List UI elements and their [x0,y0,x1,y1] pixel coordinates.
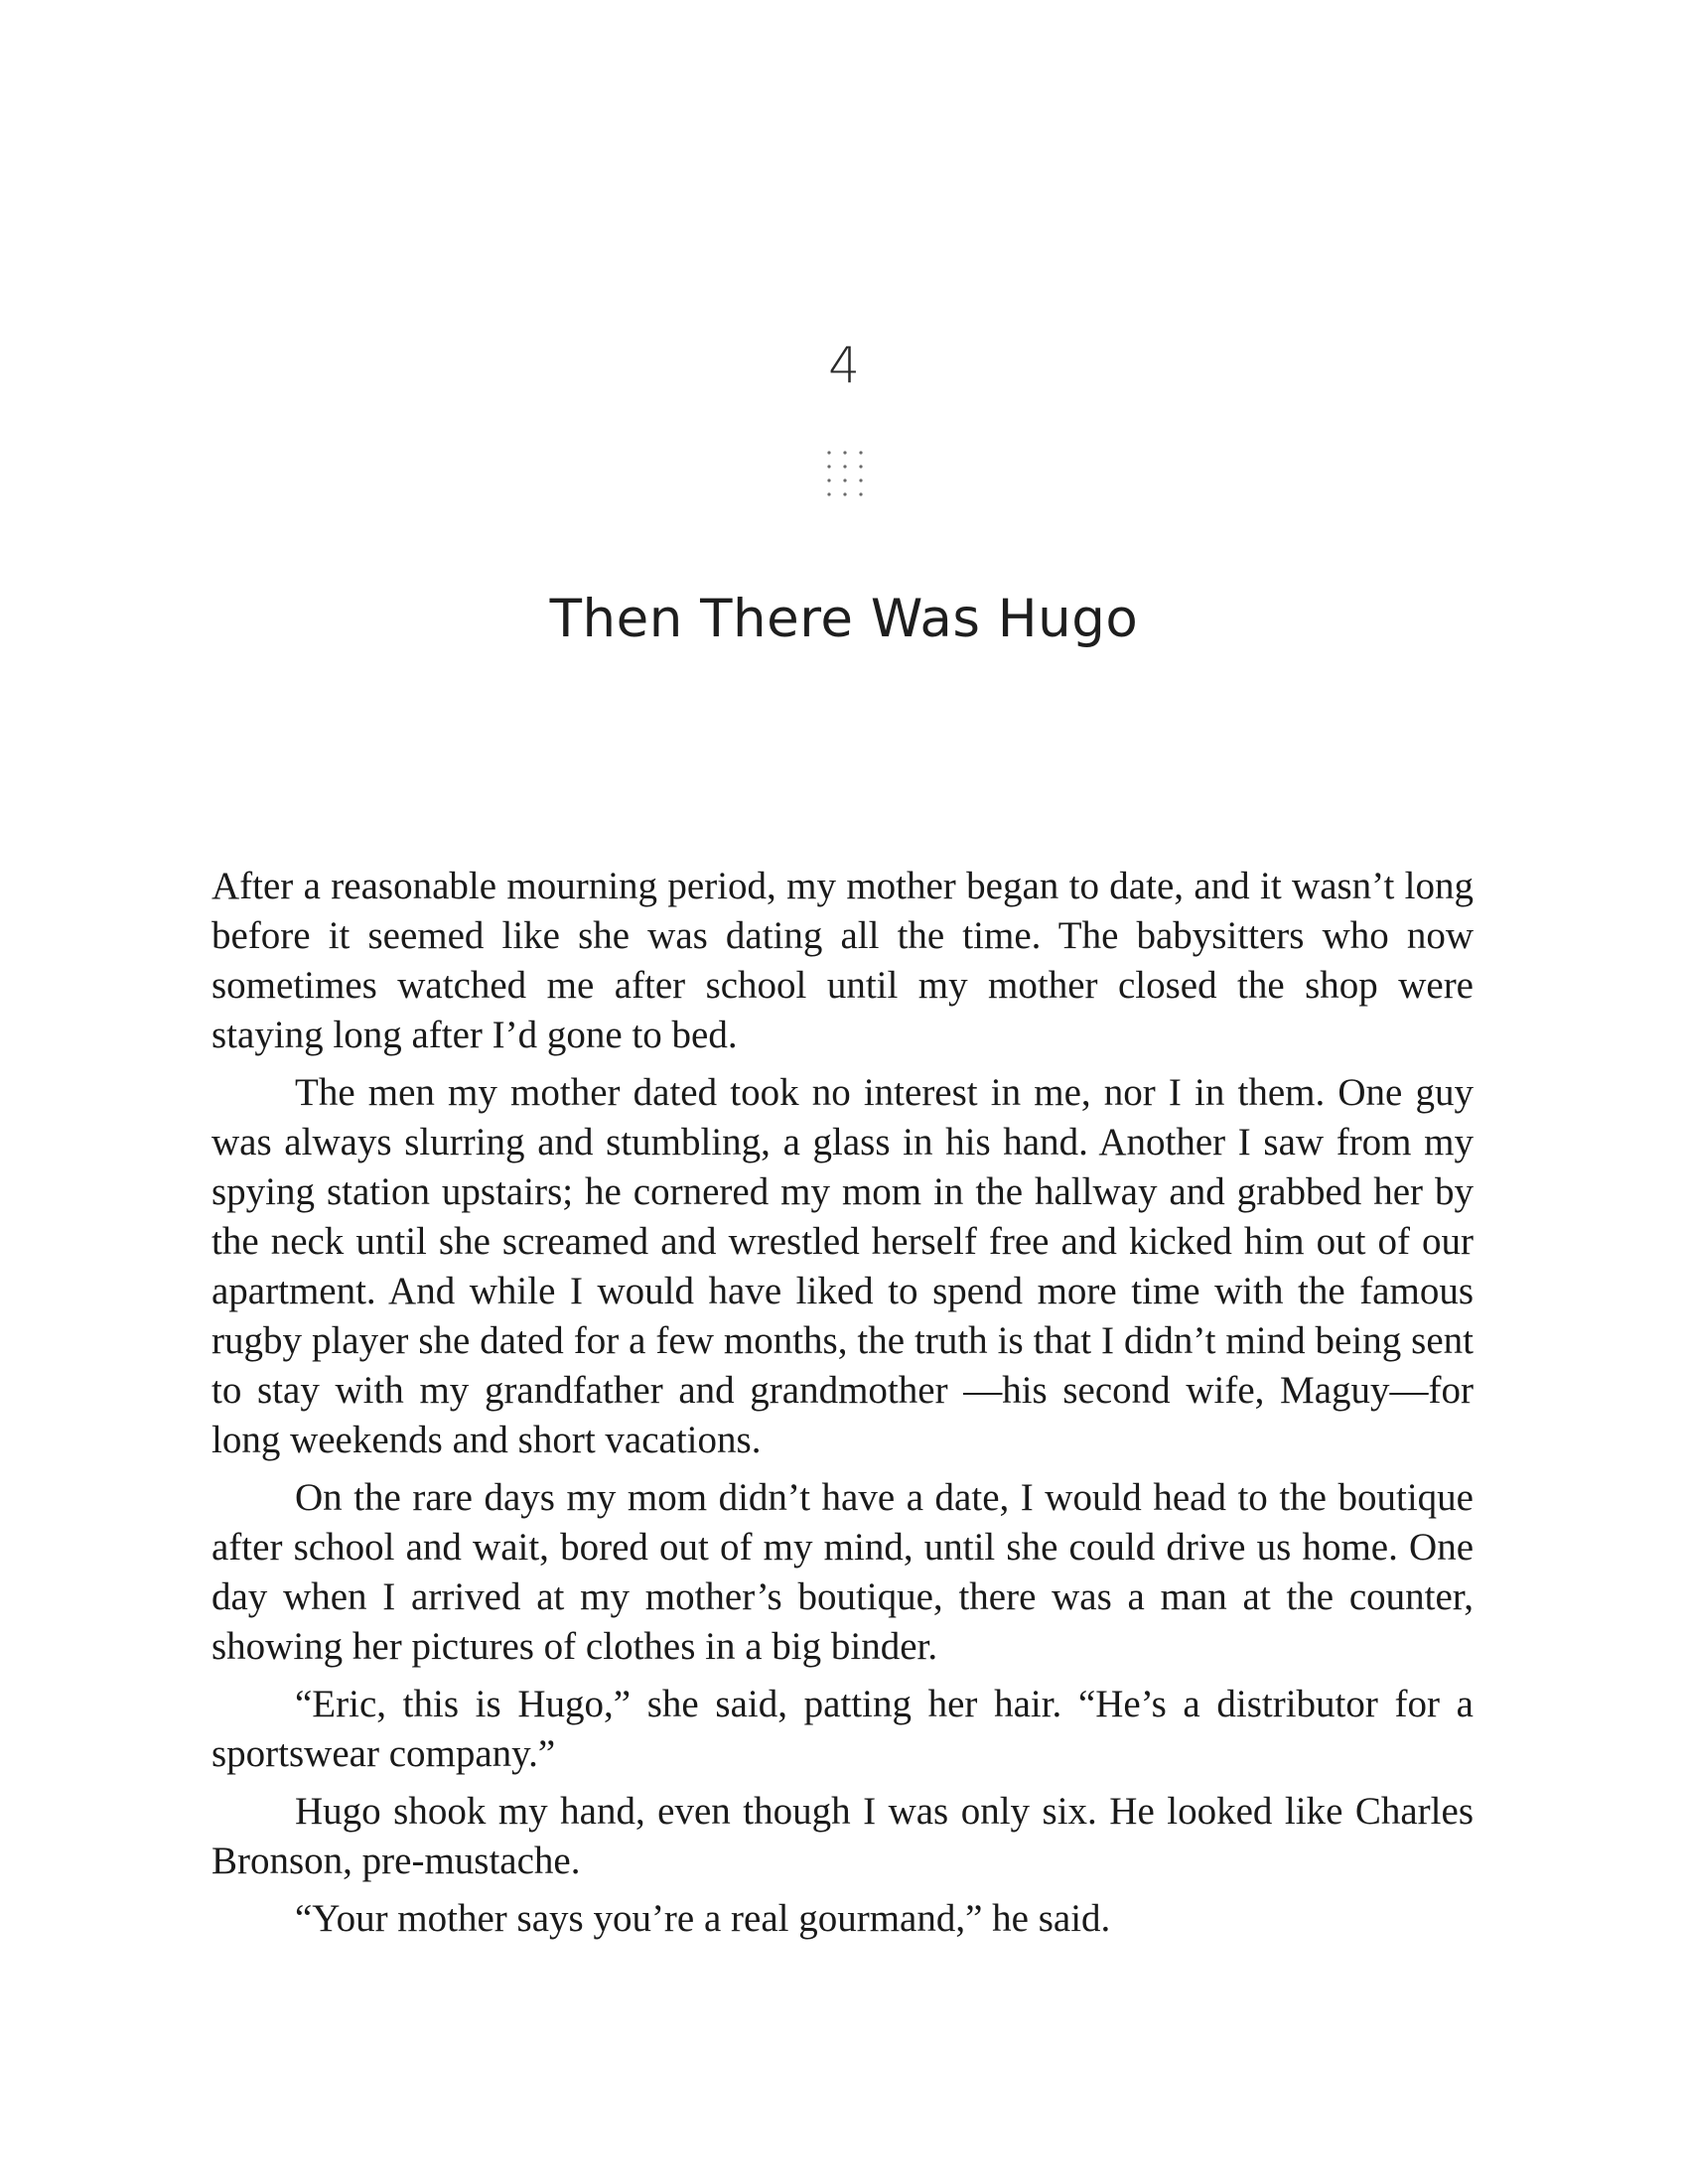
paragraph: The men my mother dated took no interest in me, nor I in them. One guy was always slurring and stumbling, a glass in his hand. Another I saw from my spying station upstairs; he cornered my mom in the hallway and grabbed her by the neck until she screamed and wrestled herself free and kicked him out of our apartment. And while I would have liked to spend more time with the famous rugby player she dated for a few months, the truth is that I didn’t mind being sent to stay with my grandfather and grandmother —his second wife, Maguy—for long weekends and short vacations. [211,1071,1474,1461]
paragraph: Hugo shook my hand, even though I was only six. He looked like Charles Bronson, pre-mustache. [211,1790,1474,1882]
paragraph: “Eric, this is Hugo,” she said, patting her hair. “He’s a distributor for a sportswear company.” [211,1683,1474,1775]
body-text [211,862,1474,1952]
chapter-number: 4 [828,337,860,394]
paragraph: After a reasonable mourning period, my mother began to date, and it wasn’t long before it seemed like she was dating all the time. The babysitters who now sometimes watched me after school until my mother closed the shop were staying long after I’d gone to bed. [211,865,1474,1056]
chapter-title: Then There Was Hugo [549,589,1139,649]
dot-grid-ornament-icon [825,449,865,498]
paragraph: On the rare days my mom didn’t have a date, I would head to the boutique after school and wait, bored out of my mind, until she could drive us home. One day when I arrived at my mother’s boutique, there was a man at the counter, showing her pictures of clothes in a big binder. [211,1476,1474,1668]
paragraph: “Your mother says you’re a real gourmand,” he said. [295,1897,1111,1940]
